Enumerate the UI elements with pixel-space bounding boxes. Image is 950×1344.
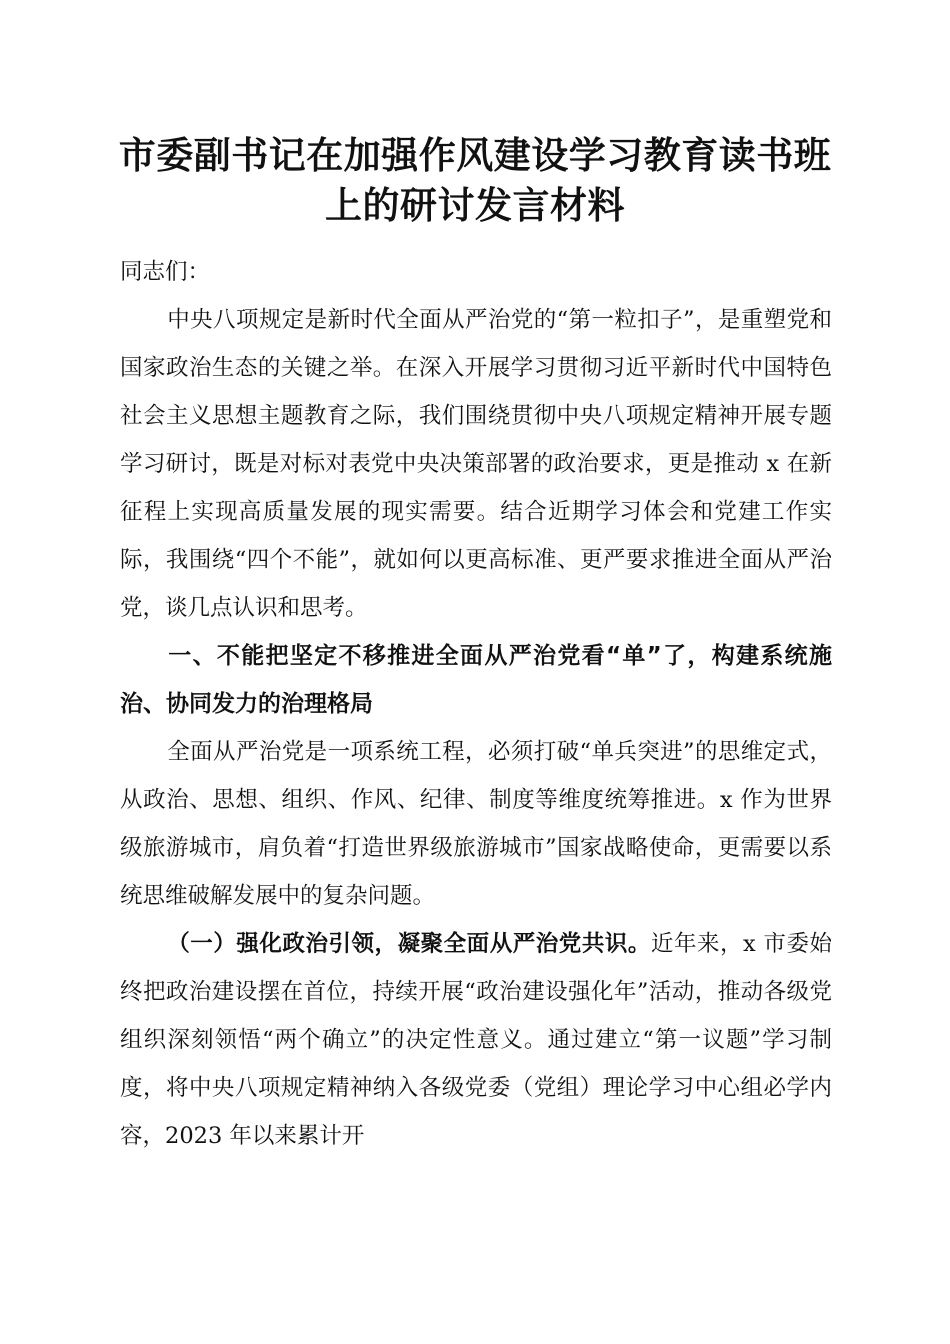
section-heading: 一、不能把坚定不移推进全面从严治党看“单”了，构建系统施治、协同发力的治理格局 [120,643,832,717]
subsection-text: 近年来，x 市委始终把政治建设摆在首位，持续开展“政治建设强化年”活动，推动各级党组织深刻领悟“两个确立”的决定性意义。通过建立“第一议题”学习制度，将中央八项规定精神纳入各级党委（党组）理论学习中心组必学内容，2023 年以来累计开 [120,931,832,1149]
subsection-paragraph [120,920,832,1160]
subsection-lead: （一）强化政治引领，凝聚全面从严治党共识。 [167,931,651,957]
document-title: 市委副书记在加强作风建设学习教育读书班上的研讨发言材料 [118,133,832,227]
intro-paragraph: 中央八项规定是新时代全面从严治党的“第一粒扣子”，是重塑党和国家政治生态的关键之举。在深入开展学习贯彻习近平新时代中国特色社会主义思想主题教育之际，我们围绕贯彻中央八项规定精神开展专题学习研讨，既是对标对表党中央决策部署的政治要求，更是推动 x 在新征程上实现高质量发展的现实需要。结合近期学习体会和党建工作实际，我围绕“四个不能”，就如何以更高标准、更严要求推进全面从严治党，谈几点认识和思考。 [120,307,832,621]
section-paragraph: 全面从严治党是一项系统工程，必须打破“单兵突进”的思维定式，从政治、思想、组织、作风、纪律、制度等维度统筹推进。x 作为世界级旅游城市，肩负着“打造世界级旅游城市”国家战略使命，更需要以系统思维破解发展中的复杂问题。 [120,739,832,909]
document-body [120,248,832,1160]
salutation: 同志们： [120,259,211,285]
